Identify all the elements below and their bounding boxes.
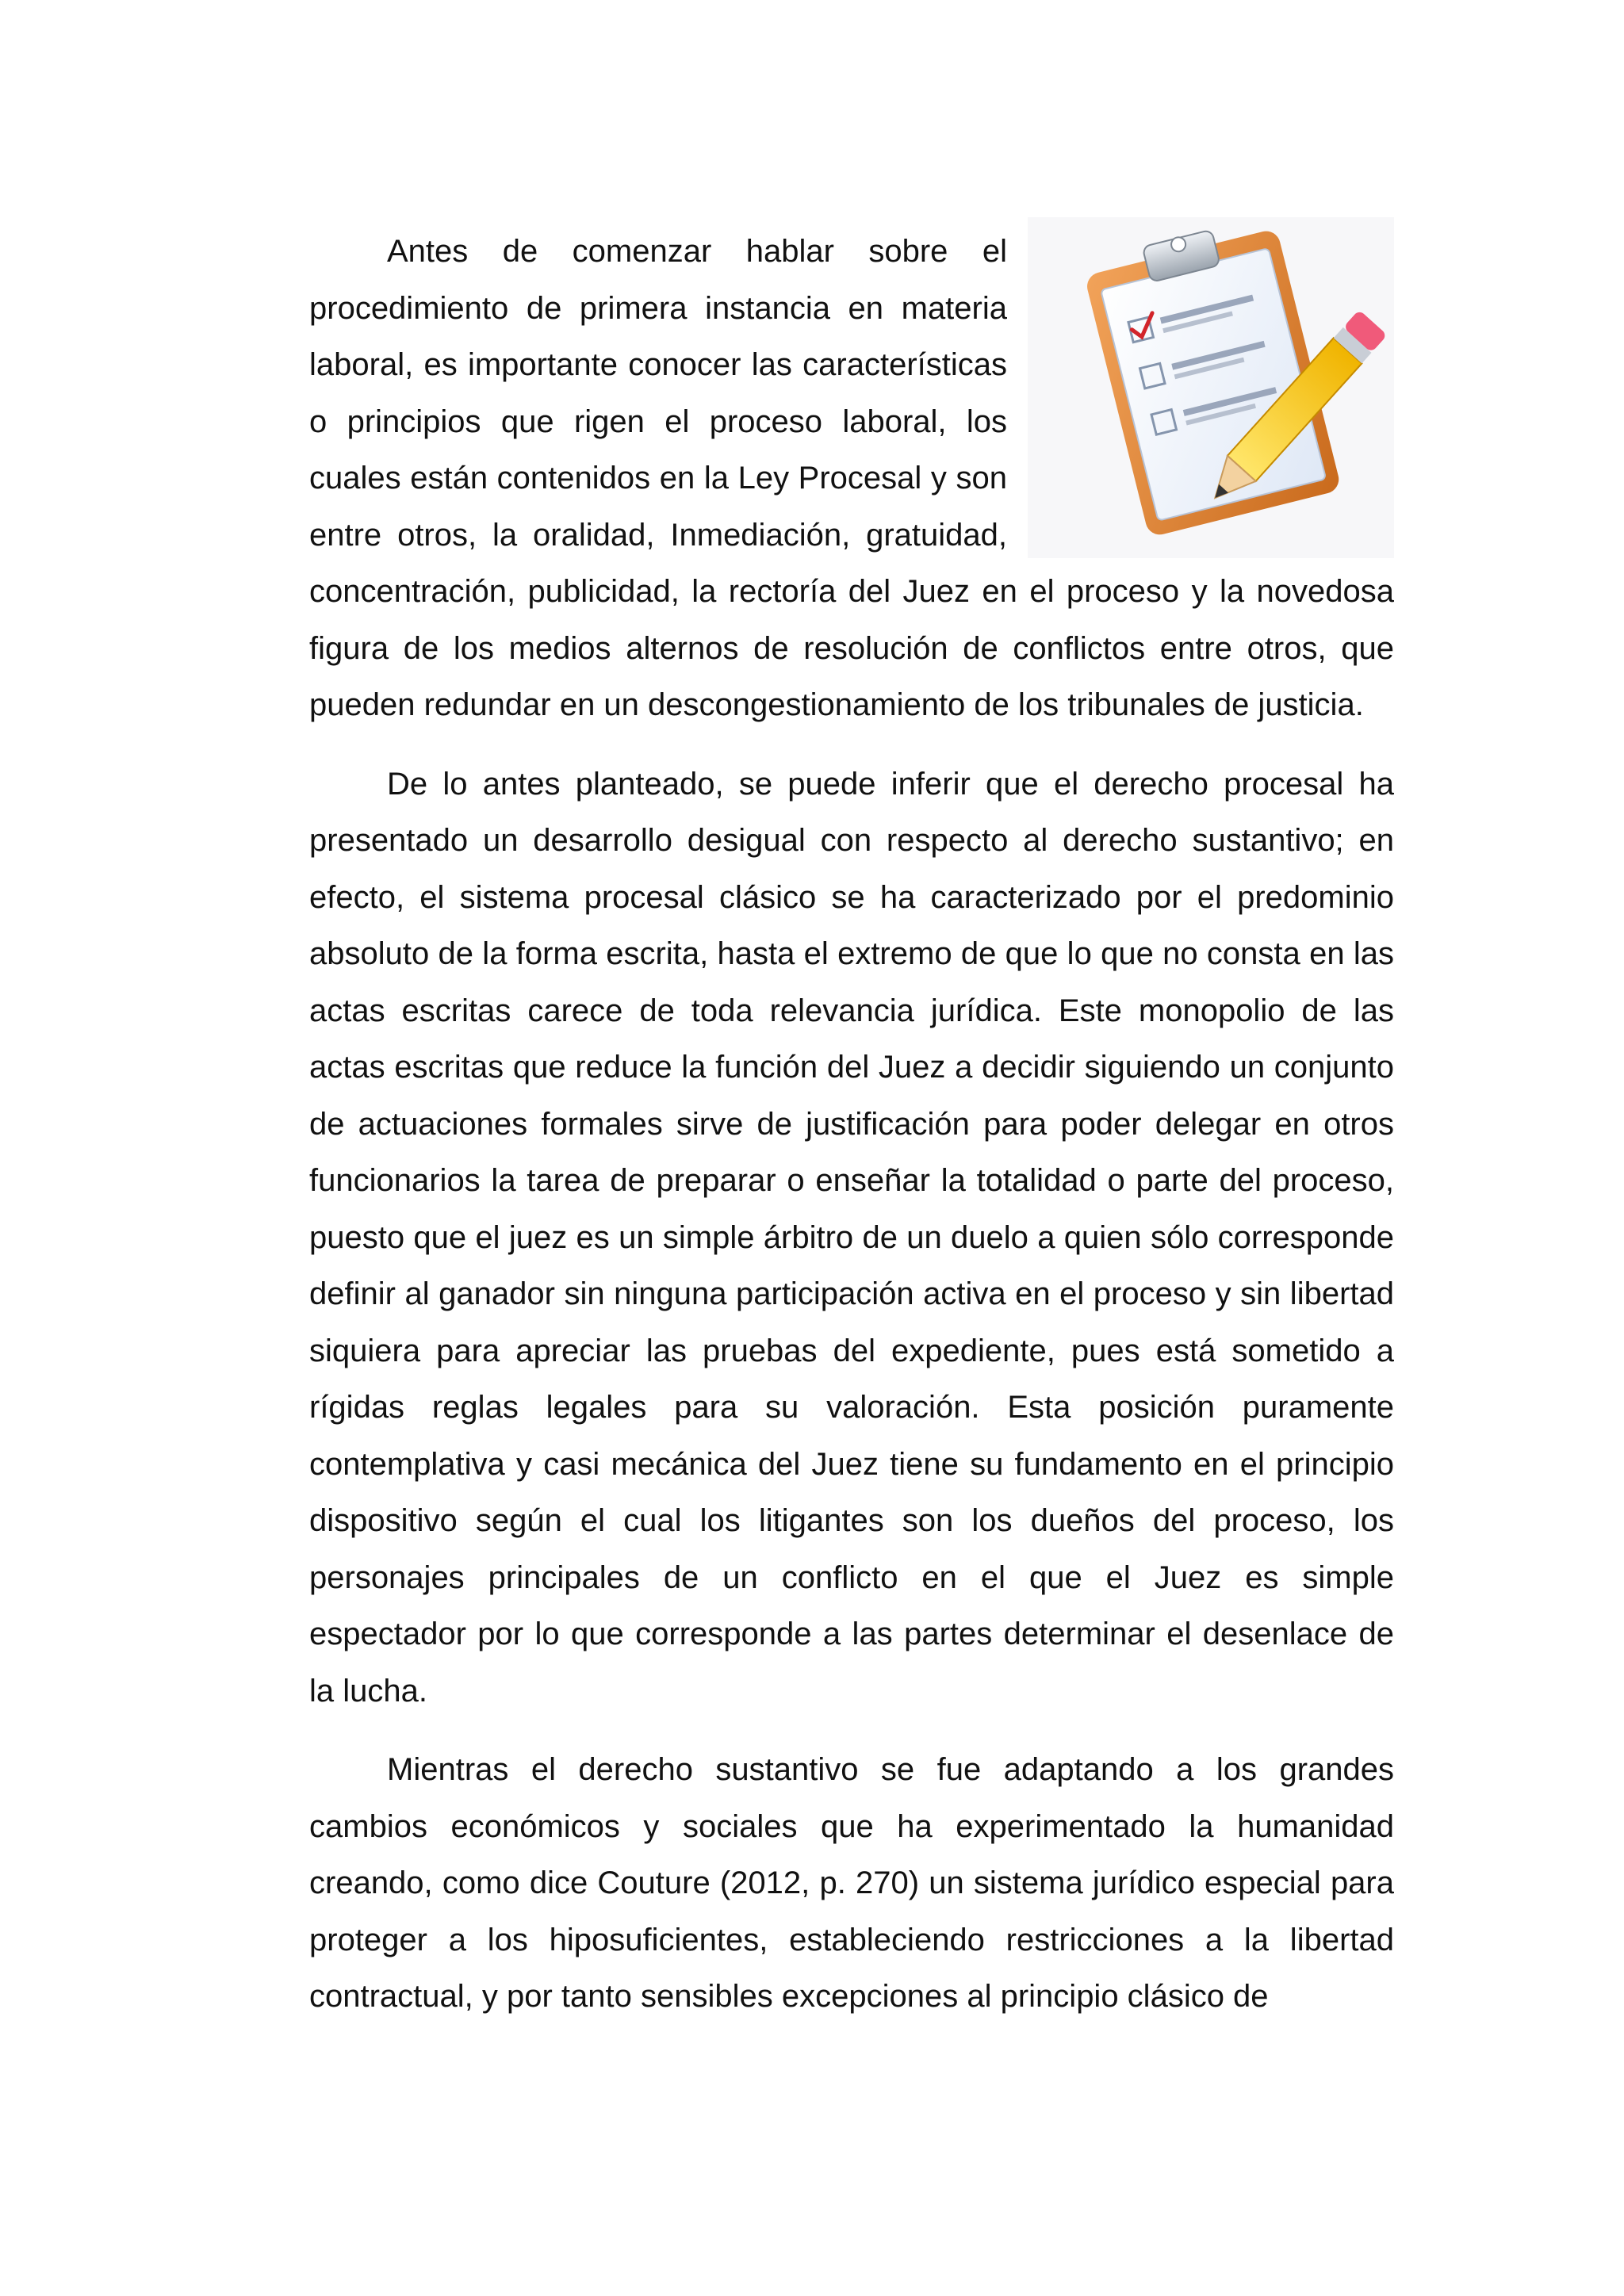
document-body [309, 224, 1394, 2048]
clipboard-pencil-icon [1028, 217, 1394, 558]
paragraph-2: De lo antes planteado, se puede inferir que el derecho procesal ha presentado un desarrollo desigual con respecto al derecho sustantivo; en efecto, el sistema procesal clásico se ha caracterizado por el predominio absoluto de la forma escrita, hasta el extremo de que lo que no consta en las actas escritas carece de toda relevancia jurídica. Este monopolio de las actas escritas que reduce la función del Juez a decidir siguiendo un conjunto de actuaciones formales sirve de justificación para poder delegar en otros funcionarios la tarea de preparar o enseñar la totalidad o parte del proceso, puesto que el juez es un simple árbitro de un duelo a quien sólo corresponde definir al ganador sin ninguna participación activa en el proceso y sin libertad siquiera para apreciar las pruebas del expediente, pues está sometido a rígidas reglas legales para su valoración. Esta posición puramente contemplativa y casi mecánica del Juez tiene su fundamento en el principio dispositivo según el cual los litigantes son los dueños del proceso, los personajes principales de un conflicto en el que el Juez es simple espectador por lo que corresponde a las partes determinar el desenlace de la lucha. [309, 766, 1394, 1709]
paragraph-3: Mientras el derecho sustantivo se fue adaptando a los grandes cambios económicos y sociales que ha experimentado la humanidad creando, como dice Couture (2012, p. 270) un sistema jurídico especial para proteger a los hiposuficientes, estableciendo restricciones a la libertad contractual, y por tanto sensibles excepciones al principio clásico de [309, 1752, 1394, 2014]
paragraph-1: Antes de comenzar hablar sobre el procedimiento de primera instancia en materia laboral, es importante conocer las características o principios que rigen el proceso laboral, los cuales están contenidos en la Ley Procesal y son entre otros, la oralidad, Inmediación, gratuidad, concentración, publicidad, la rectoría del Juez en el proceso y la novedosa figura de los medios alternos de resolución de conflictos entre otros, que pueden redundar en un descongestionamiento de los tribunales de justicia. [309, 234, 1394, 722]
